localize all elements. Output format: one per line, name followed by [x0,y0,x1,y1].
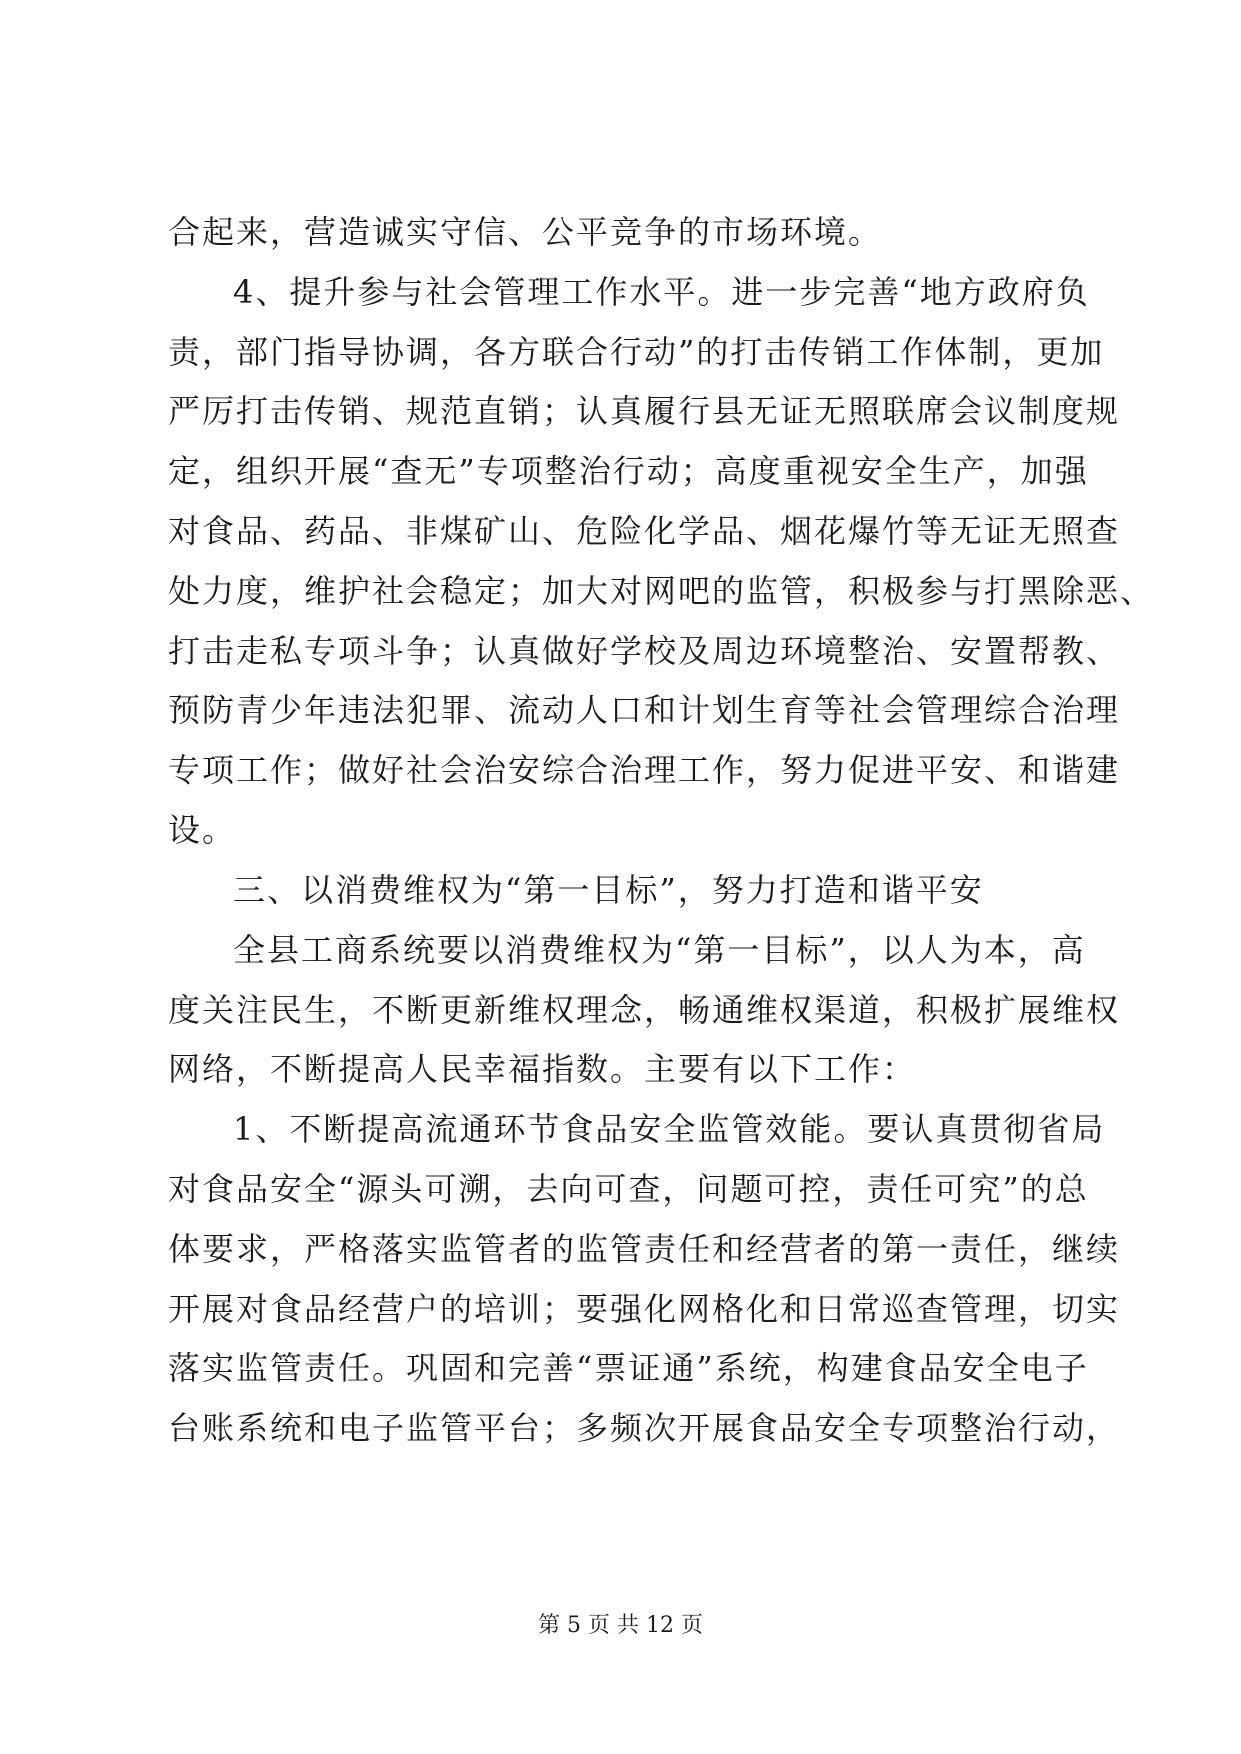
text-line: 设。 [168,811,237,849]
text-line: 4、提升参与社会管理工作水平。进一步完善“地方政府负 [233,273,1090,311]
text-line: 严厉打击传销、规范直销；认真履行县无证无照联席会议制度规 [168,392,1121,430]
text-line: 打击走私专项斗争；认真做好学校及周边环境整治、安置帮教、 [168,632,1121,670]
page-number-footer: 第 5 页 共 12 页 [538,1613,703,1638]
text-line: 度关注民生，不断更新维权理念，畅通维权渠道，积极扩展维权 [168,991,1121,1029]
text-line: 网络，不断提高人民幸福指数。主要有以下工作： [168,1050,917,1088]
text-line: 体要求，严格落实监管者的监管责任和经营者的第一责任，继续 [168,1230,1121,1268]
text-line: 定，组织开展“查无”专项整治行动；高度重视安全生产，加强 [168,452,1089,490]
text-line: 开展对食品经营户的培训；要强化网格化和日常巡查管理，切实 [168,1290,1121,1328]
text-line: 全县工商系统要以消费维权为“第一目标”，以人为本，高 [233,931,1086,969]
text-line: 专项工作；做好社会治安综合治理工作，努力促进平安、和谐建 [168,751,1121,789]
text-line: 处力度，维护社会稳定；加大对网吧的监管，积极参与打黑除恶、 [168,572,1155,610]
section-heading: 三、以消费维权为“第一目标”，努力打造和谐平安 [233,871,984,909]
text-line: 责，部门指导协调，各方联合行动”的打击传销工作体制，更加 [168,333,1105,371]
text-line: 1、不断提高流通环节食品安全监管效能。要认真贯彻省局 [233,1110,1106,1148]
text-line: 合起来，营造诚实守信、公平竞争的市场环境。 [168,213,883,251]
text-line: 台账系统和电子监管平台；多频次开展食品安全专项整治行动， [168,1409,1121,1447]
text-line: 对食品安全“源头可溯，去向可查，问题可控，责任可究”的总 [168,1170,1089,1208]
text-line: 预防青少年违法犯罪、流动人口和计划生育等社会管理综合治理 [168,691,1121,729]
text-line: 落实监管责任。巩固和完善“票证通”系统，构建食品安全电子 [168,1349,1089,1387]
text-line: 对食品、药品、非煤矿山、危险化学品、烟花爆竹等无证无照查 [168,512,1121,550]
